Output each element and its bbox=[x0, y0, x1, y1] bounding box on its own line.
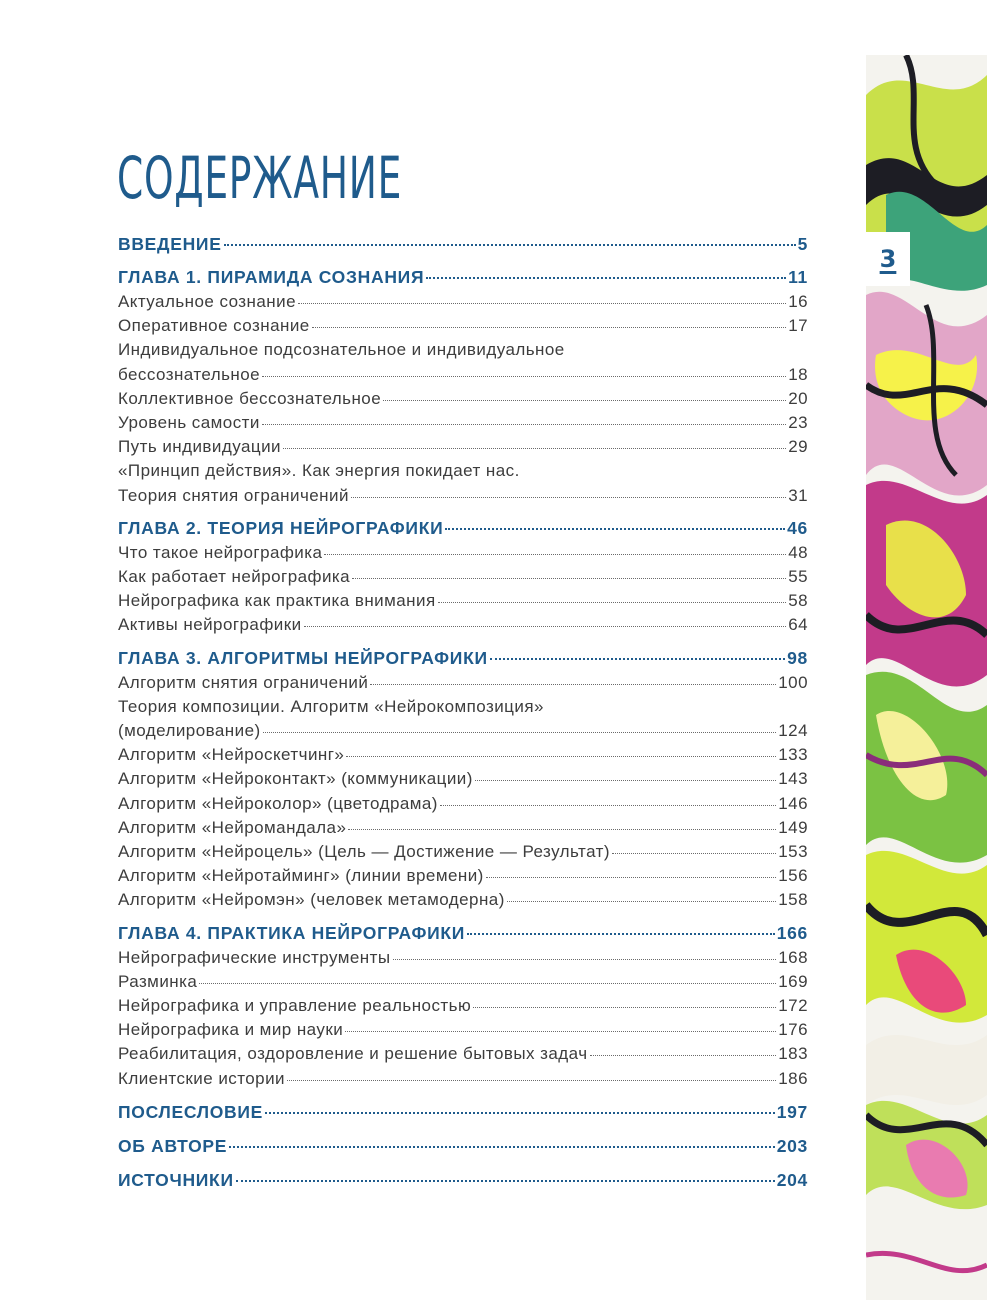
toc-entry[interactable]: Актуальное сознание 16 bbox=[118, 292, 808, 311]
toc-entry[interactable]: Оперативное сознание 17 bbox=[118, 316, 808, 336]
toc-entry[interactable]: Теория композиции. Алгоритм «Нейрокомпозиция» (моделирование) 124 bbox=[118, 696, 808, 741]
toc-entry[interactable]: Алгоритм «Нейромандала» 149 bbox=[118, 817, 808, 837]
toc-chapter-1[interactable]: ГЛАВА 1. ПИРАМИДА СОЗНАНИЯ 11 bbox=[118, 267, 808, 287]
page-number: 3 bbox=[866, 232, 910, 286]
toc-entry[interactable]: Коллективное бессознательное 20 bbox=[118, 388, 808, 408]
toc-chapter-2[interactable]: ГЛАВА 2. ТЕОРИЯ НЕЙРОГРАФИКИ 46 bbox=[118, 517, 808, 538]
toc-entry[interactable]: Как работает нейрографика 55 bbox=[118, 567, 808, 587]
toc-entry[interactable]: Алгоритм «Нейроскетчинг» 133 bbox=[118, 745, 808, 765]
toc-entry[interactable]: Реабилитация, оздоровление и решение бытовых задач 183 bbox=[118, 1044, 808, 1064]
page-title: СОДЕРЖАНИЕ bbox=[117, 144, 403, 212]
toc-entry[interactable]: Алгоритм «Нейроколор» (цветодрама) 146 bbox=[118, 793, 808, 813]
toc-entry[interactable]: Нейрографика и управление реальностью 172 bbox=[118, 996, 808, 1016]
toc-chapter-4[interactable]: ГЛАВА 4. ПРАКТИКА НЕЙРОГРАФИКИ 166 bbox=[118, 922, 808, 943]
toc-entry[interactable]: Активы нейрографики 64 bbox=[118, 615, 808, 635]
toc-entry[interactable]: Алгоритм «Нейроцель» (Цель — Достижение — Результат) 153 bbox=[118, 842, 808, 862]
toc-entry[interactable]: «Принцип действия». Как энергия покидает нас. Теория снятия ограничений 31 bbox=[118, 461, 808, 505]
toc-entry[interactable]: Уровень самости 23 bbox=[118, 413, 808, 433]
table-of-contents bbox=[118, 232, 808, 1193]
toc-entry[interactable]: Нейрографика и мир науки 176 bbox=[118, 1020, 808, 1040]
toc-chapter-about[interactable]: ОБ АВТОРЕ 203 bbox=[118, 1135, 808, 1156]
toc-chapter-afterword[interactable]: ПОСЛЕСЛОВИЕ 197 bbox=[118, 1101, 808, 1122]
toc-entry[interactable]: Индивидуальное подсознательное и индивидуальное бессознательное 18 bbox=[118, 340, 808, 384]
toc-entry[interactable]: Нейрографические инструменты 168 bbox=[118, 947, 808, 967]
toc-entry[interactable]: Разминка 169 bbox=[118, 971, 808, 991]
toc-entry[interactable]: Алгоритм снятия ограничений 100 bbox=[118, 672, 808, 692]
toc-entry[interactable]: Алгоритм «Нейромэн» (человек метамодерна) 158 bbox=[118, 890, 808, 910]
toc-entry[interactable]: Нейрографика как практика внимания 58 bbox=[118, 591, 808, 611]
toc-entry[interactable]: Алгоритм «Нейроконтакт» (коммуникации) 143 bbox=[118, 769, 808, 789]
toc-entry[interactable]: Путь индивидуации 29 bbox=[118, 437, 808, 457]
toc-entry[interactable]: Алгоритм «Нейротайминг» (линии времени) 156 bbox=[118, 866, 808, 886]
toc-chapter-intro[interactable]: ВВЕДЕНИЕ 5 bbox=[118, 234, 808, 254]
toc-entry[interactable]: Что такое нейрографика 48 bbox=[118, 542, 808, 562]
toc-entry[interactable]: Клиентские истории 186 bbox=[118, 1068, 808, 1088]
toc-chapter-sources[interactable]: ИСТОЧНИКИ 204 bbox=[118, 1169, 808, 1190]
toc-chapter-3[interactable]: ГЛАВА 3. АЛГОРИТМЫ НЕЙРОГРАФИКИ 98 bbox=[118, 647, 808, 668]
